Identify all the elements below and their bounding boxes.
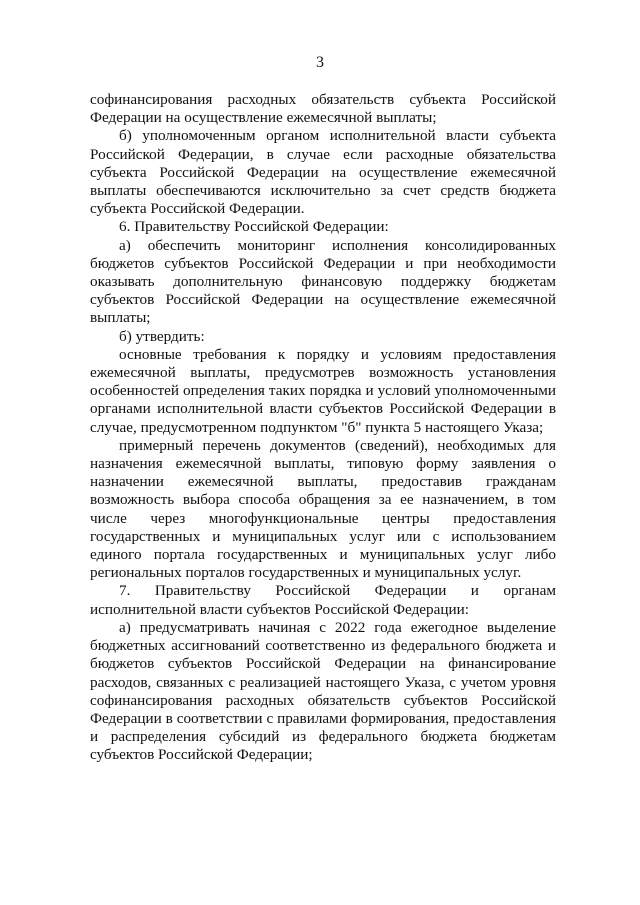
paragraph-6a-monitoring: а) обеспечить мониторинг исполнения консолидированных бюджетов субъектов Российской Федерации и при необходимости оказывать дополнительную финансовую поддержку бюджетам субъектов Российской Федерации на осуществление ежемесячной выплаты; <box>90 236 556 327</box>
document-body <box>90 91 556 765</box>
paragraph-5b-authorized-body: б) уполномоченным органом исполнительной власти субъекта Российской Федерации, в случае если расходные обязательства субъекта Российской Федерации на осуществление ежемесячной выплаты обеспечиваются исключительно за счет средств бюджета субъекта Российской Федерации. <box>90 127 556 218</box>
paragraph-7-heading: 7. Правительству Российской Федерации и органам исполнительной власти субъектов Российской Федерации: <box>90 582 556 618</box>
paragraph-7a-budget-allocations: а) предусматривать начиная с 2022 года ежегодное выделение бюджетных ассигнований соответственно из федерального бюджета и бюджетов субъектов Российской Федерации на финансирование расходов, связанных с реализацией настоящего Указа, с учетом уровня софинансирования расходных обязательств субъектов Российской Федерации в соответствии с правилами формирования, предоставления и распределения субсидий из федерального бюджета бюджетам субъектов Российской Федерации; <box>90 618 556 764</box>
paragraph-6b-approve: б) утвердить: <box>119 327 205 345</box>
paragraph-6-heading: 6. Правительству Российской Федерации: <box>119 218 389 236</box>
paragraph-cofinancing-continuation: софинансирования расходных обязательств субъекта Российской Федерации на осуществление ежемесячной выплаты; <box>90 91 556 127</box>
paragraph-basic-requirements: основные требования к порядку и условиям предоставления ежемесячной выплаты, предусмотрев возможность установления особенностей определения таких порядка и условий уполномоченными органами исполнительной власти субъектов Российской Федерации в случае, предусмотренном подпунктом "б" пункта 5 настоящего Указа; <box>90 345 556 436</box>
paragraph-document-list: примерный перечень документов (сведений), необходимых для назначения ежемесячной выплаты, типовую форму заявления о назначении ежемесячной выплаты, предоставив гражданам возможность выбора способа обращения за ее назначением, в том числе через многофункциональные центры предоставления государственных и муниципальных услуг или с использованием единого портала государственных и муниципальных услуг либо региональных порталов государственных и муниципальных услуг. <box>90 436 556 582</box>
page-number: 3 <box>316 54 324 71</box>
